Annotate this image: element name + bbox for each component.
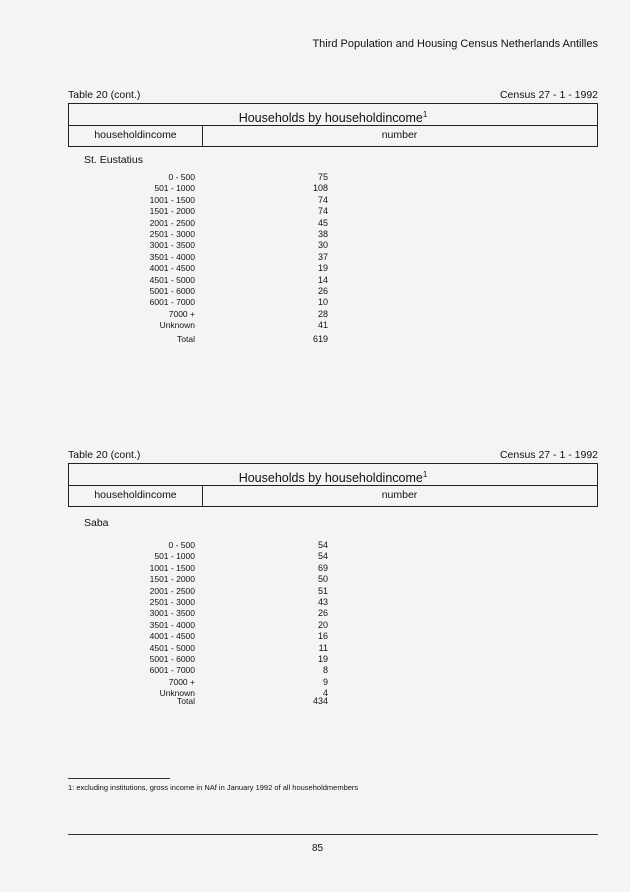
- income-bracket: 4501 - 5000: [149, 274, 195, 285]
- income-bracket: 1001 - 1500: [149, 562, 195, 573]
- table-row: [90, 586, 330, 597]
- household-count: 69: [317, 562, 328, 573]
- column-header-income: householdincome: [69, 125, 203, 146]
- income-bracket: 2501 - 3000: [149, 228, 195, 239]
- household-count: 14: [317, 274, 328, 285]
- household-count: 37: [317, 251, 328, 262]
- income-bracket: 3501 - 4000: [149, 251, 195, 262]
- table-row: [90, 172, 330, 183]
- household-count: 74: [317, 206, 328, 217]
- income-bracket: 3501 - 4000: [149, 619, 195, 630]
- table-row: [90, 665, 330, 676]
- household-count: 9: [322, 676, 328, 687]
- income-bracket: 501 - 1000: [154, 551, 195, 562]
- income-bracket: 7000 +: [168, 308, 195, 319]
- footer-divider: [68, 834, 598, 835]
- census-date: Census 27 - 1 - 1992: [499, 449, 598, 461]
- household-count: 4: [322, 688, 328, 699]
- table-row: [90, 183, 330, 194]
- income-bracket: 4501 - 5000: [149, 642, 195, 653]
- footnote-mark: 1: [422, 110, 428, 119]
- household-count: 19: [317, 653, 328, 664]
- household-count: 20: [317, 619, 328, 630]
- column-header-number: number: [381, 489, 418, 501]
- table-row: [90, 195, 330, 206]
- table-row: [90, 275, 330, 286]
- household-count: 30: [317, 240, 328, 251]
- table-row: [90, 206, 330, 217]
- income-bracket: 5001 - 6000: [149, 285, 195, 296]
- column-header-income: householdincome: [69, 485, 203, 506]
- household-count: 54: [317, 540, 328, 550]
- income-bracket: 6001 - 7000: [149, 665, 195, 676]
- total-label: Total: [177, 696, 195, 706]
- income-bracket: 3001 - 3500: [149, 240, 195, 251]
- table-row: [90, 677, 330, 688]
- table-row: [90, 218, 330, 229]
- table-label: Table 20 (cont.): [68, 449, 141, 461]
- household-count: 26: [317, 285, 328, 296]
- table-row: [90, 240, 330, 251]
- income-bracket: 6001 - 7000: [149, 297, 195, 308]
- footnote: 1: excluding institutions, gross income in NAf in January 1992 of all householdmembers: [68, 783, 359, 792]
- table-row: [90, 309, 330, 320]
- income-bracket: 2501 - 3000: [149, 596, 195, 607]
- income-bracket: 7000 +: [168, 676, 195, 687]
- total-label: Total: [177, 334, 195, 344]
- household-count: 38: [317, 228, 328, 239]
- household-count: 51: [317, 585, 328, 596]
- household-count: 19: [317, 263, 328, 274]
- table-row: [90, 631, 330, 642]
- income-bracket: 5001 - 6000: [149, 653, 195, 664]
- household-count: 43: [317, 596, 328, 607]
- table-row: [90, 551, 330, 562]
- income-bracket: 1501 - 2000: [149, 574, 195, 585]
- household-count: 11: [318, 642, 328, 653]
- table-row: [90, 574, 330, 585]
- table-row: [90, 688, 330, 699]
- household-count: 74: [317, 194, 328, 205]
- table-header-box: [68, 103, 598, 147]
- title-text: Households by householdincome: [238, 111, 423, 126]
- table-row: [90, 620, 330, 631]
- table-row: [90, 643, 330, 654]
- household-count: 41: [317, 320, 328, 331]
- household-count: 50: [317, 574, 328, 585]
- household-count: 8: [322, 665, 328, 676]
- income-bracket: 3001 - 3500: [149, 608, 195, 619]
- table-body: [90, 172, 330, 331]
- table-body: [90, 540, 330, 699]
- column-header-number: number: [381, 129, 418, 141]
- household-count: 28: [317, 308, 328, 319]
- total-value: 434: [312, 696, 328, 706]
- income-bracket: Unknown: [159, 320, 195, 331]
- table-label: Table 20 (cont.): [68, 89, 141, 101]
- section-label: Saba: [84, 517, 109, 529]
- footnote-divider: [68, 778, 170, 779]
- census-date: Census 27 - 1 - 1992: [499, 89, 598, 101]
- table-row: [90, 608, 330, 619]
- income-bracket: 1501 - 2000: [149, 206, 195, 217]
- table-title: [69, 464, 597, 486]
- income-bracket: 0 - 500: [168, 540, 195, 550]
- table-row: [90, 263, 330, 274]
- table-row: [90, 540, 330, 551]
- table-row: [90, 229, 330, 240]
- income-bracket: 501 - 1000: [154, 183, 195, 194]
- household-count: 26: [317, 608, 328, 619]
- total-value: 619: [312, 334, 328, 344]
- table-row: [90, 286, 330, 297]
- table-row: [90, 320, 330, 331]
- household-count: 54: [317, 551, 328, 562]
- table-row: [90, 563, 330, 574]
- income-bracket: 0 - 500: [168, 172, 195, 182]
- income-bracket: 2001 - 2500: [149, 585, 195, 596]
- household-count: 45: [317, 217, 328, 228]
- page-number: 85: [312, 843, 324, 854]
- table-title: [69, 104, 597, 126]
- household-count: 16: [317, 631, 328, 642]
- footnote-mark: 1: [422, 470, 428, 479]
- income-bracket: 4001 - 4500: [149, 631, 195, 642]
- title-text: Households by householdincome: [238, 471, 423, 486]
- table-row: [90, 252, 330, 263]
- household-count: 108: [312, 183, 328, 194]
- running-header: Third Population and Housing Census Netherlands Antilles: [312, 38, 598, 50]
- table-header-box: [68, 463, 598, 507]
- section-label: St. Eustatius: [84, 154, 143, 166]
- household-count: 75: [317, 172, 328, 182]
- table-row: [90, 597, 330, 608]
- table-row: [90, 297, 330, 308]
- income-bracket: 4001 - 4500: [149, 263, 195, 274]
- household-count: 10: [317, 297, 328, 308]
- income-bracket: 2001 - 2500: [149, 217, 195, 228]
- table-row: [90, 654, 330, 665]
- income-bracket: Unknown: [159, 688, 195, 699]
- income-bracket: 1001 - 1500: [149, 194, 195, 205]
